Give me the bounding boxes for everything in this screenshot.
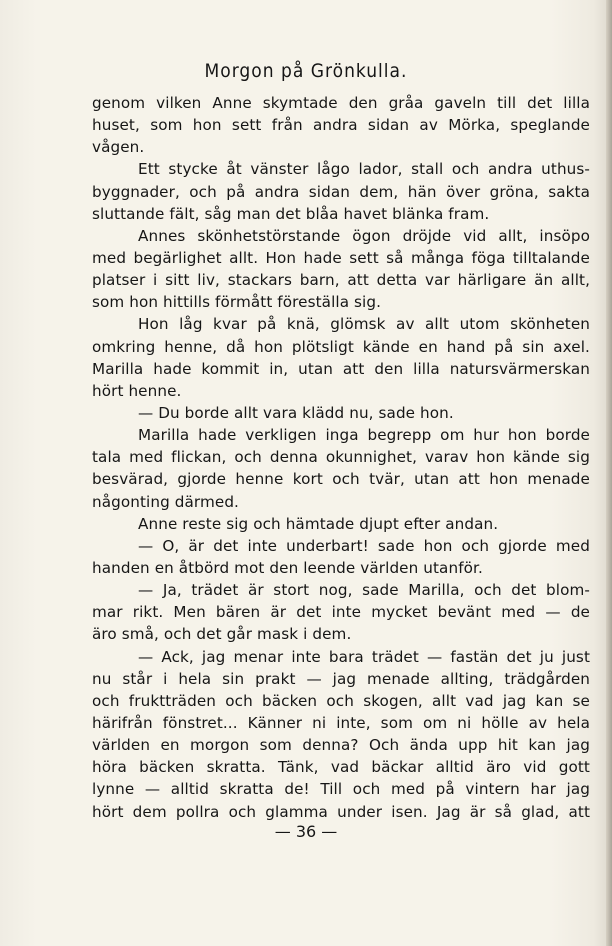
- text-line: världen en morgon som denna? Och ända upp hit kan jag: [92, 736, 590, 755]
- text-line: platser i sitt liv, stackars barn, att detta var härligare än allt,: [92, 271, 590, 290]
- text-line: omkring henne, då hon plötsligt kände en hand på sin axel.: [92, 337, 590, 356]
- text-line: vågen.: [92, 138, 145, 157]
- text-line: Marilla hade kommit in, utan att den lilla natursvärmerskan: [92, 359, 590, 378]
- text-line: Hon låg kvar på knä, glömsk av allt utom skönheten: [138, 315, 590, 334]
- text-line: äro små, och det går mask i dem.: [92, 625, 352, 644]
- running-head: Morgon på Grönkulla.: [204, 60, 408, 82]
- text-line: besvärad, gjorde henne kort och tvär, utan att hon menade: [92, 470, 590, 489]
- body-text: [92, 92, 590, 823]
- text-line: — Ja, trädet är stort nog, sade Marilla, och det blom-: [138, 581, 590, 600]
- text-line: mar rikt. Men bären är det inte mycket bevänt med — de: [92, 603, 590, 622]
- text-line: sluttande fält, såg man det blåa havet blänka fram.: [92, 204, 490, 223]
- text-line: — O, är det inte underbart! sade hon och gjorde med: [138, 536, 590, 555]
- text-line: byggnader, och på andra sidan dem, hän över gröna, sakta: [92, 182, 590, 201]
- text-line: tala med flickan, och denna okunnighet, varav hon kände sig: [92, 448, 590, 467]
- text-line: med begärlighet allt. Hon hade sett så många föga tilltalande: [92, 248, 590, 267]
- text-line: — Du borde allt vara klädd nu, sade hon.: [138, 403, 454, 422]
- text-line: genom vilken Anne skymtade den gråa gaveln till det lilla: [92, 94, 590, 112]
- text-line: någonting därmed.: [92, 492, 239, 511]
- margin-mark: [2, 400, 6, 460]
- text-line: nu står i hela sin prakt — jag menade allting, trädgården: [92, 669, 590, 688]
- text-line: huset, som hon sett från andra sidan av Mörka, speglande: [92, 116, 590, 135]
- page-edge: [606, 0, 612, 946]
- text-line: Ett stycke åt vänster lågo lador, stall och andra uthus-: [138, 160, 590, 179]
- text-line: Marilla hade verkligen inga begrepp om hur hon borde: [138, 426, 590, 445]
- text-line: härifrån fönstret... Känner ni inte, som om ni hölle av hela: [92, 713, 590, 732]
- text-line: hört dem pollra och glamma under isen. Jag är så glad, att: [92, 802, 590, 821]
- text-line: Anne reste sig och hämtade djupt efter andan.: [138, 514, 499, 533]
- text-line: som hon hittills förmått föreställa sig.: [92, 293, 382, 312]
- text-line: lynne — alltid skratta de! Till och med på vintern har jag: [92, 780, 590, 799]
- text-line: och fruktträden och bäcken och skogen, allt vad jag kan se: [92, 691, 590, 710]
- text-line: höra bäcken skratta. Tänk, vad bäckar alltid äro vid gott: [92, 758, 590, 777]
- text-line: — Ack, jag menar inte bara trädet — fastän det ju just: [138, 647, 590, 666]
- text-line: handen en åtbörd mot den leende världen utanför.: [92, 558, 483, 577]
- text-line: hört henne.: [92, 381, 182, 400]
- text-line: Annes skönhetstörstande ögon dröjde vid allt, insöpo: [138, 226, 590, 245]
- page-number: — 36 —: [274, 822, 338, 841]
